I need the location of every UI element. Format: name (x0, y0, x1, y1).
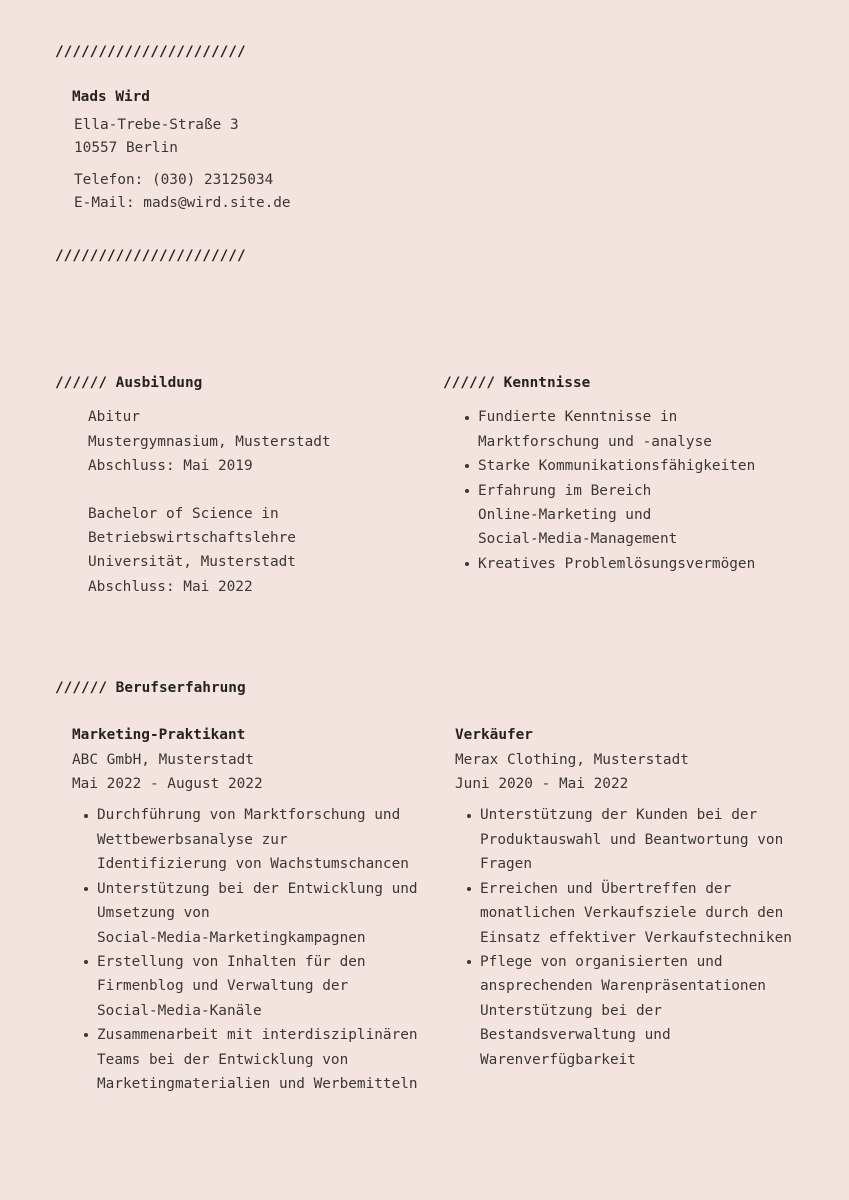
bullet-dot (467, 960, 471, 964)
job-company: Merax Clothing, Musterstadt (455, 751, 689, 768)
education-graduation: Abschluss: Mai 2022 (88, 578, 253, 595)
section-marker: ////// (55, 375, 107, 391)
job-duty-line: Firmenblog und Verwaltung der (97, 978, 349, 995)
education-degree: Abitur (88, 409, 140, 426)
job-duty-line: Warenverfügbarkeit (480, 1051, 636, 1068)
skills-list (453, 405, 794, 576)
skill-line: Online-Marketing und (478, 507, 652, 524)
bullet-dot (467, 814, 471, 818)
job-duty-item (455, 877, 794, 950)
job-duty-line: monatlichen Verkaufsziele durch den (480, 905, 784, 922)
bullet-dot (84, 1033, 88, 1037)
bullet-dot (467, 887, 471, 891)
job-duty-line: Umsetzung von (97, 905, 210, 922)
job-company: ABC GmbH, Musterstadt (72, 751, 254, 768)
bullet-dot (465, 562, 469, 566)
skill-line: Social-Media-Management (478, 531, 678, 548)
education-graduation: Abschluss: Mai 2019 (88, 458, 253, 475)
job-duty-line: Unterstützung bei der (480, 1002, 662, 1019)
job-dates: Juni 2020 - Mai 2022 (455, 776, 629, 793)
job-duty-line: Zusammenarbeit mit interdisziplinären (97, 1027, 418, 1044)
bullet-dot (84, 960, 88, 964)
skill-line: Starke Kommunikationsfähigkeiten (478, 458, 756, 475)
skill-item (453, 454, 794, 478)
experience-title: Berufserfahrung (115, 680, 246, 697)
education-entry (88, 405, 443, 478)
bottom-divider: ////////////////////// (55, 248, 246, 264)
education-entry (88, 502, 443, 600)
address-street: Ella-Trebe-Straße 3 (74, 117, 239, 133)
job-duty-item (455, 803, 794, 876)
skill-line: Erfahrung im Bereich (478, 482, 652, 499)
section-marker: ////// (443, 375, 495, 391)
job-duty-line: Erreichen und Übertreffen der (480, 880, 732, 897)
job-entry (72, 723, 443, 1096)
job-duty-item (72, 803, 443, 876)
job-duty-line: Erstellung von Inhalten für den (97, 953, 366, 970)
email-line: E-Mail: mads@wird.site.de (74, 195, 291, 211)
job-duty-line: Produktauswahl und Beantwortung von (480, 831, 784, 848)
job-dates: Mai 2022 - August 2022 (72, 776, 263, 793)
job-duty-item (72, 1023, 443, 1096)
job-duties-list (72, 803, 443, 1096)
job-title: Marketing-Praktikant (72, 727, 246, 744)
education-title: Ausbildung (115, 375, 203, 391)
job-duty-item (72, 877, 443, 950)
education-degree: Bachelor of Science in (88, 505, 279, 522)
contact-header (55, 86, 794, 215)
skills-heading (443, 371, 794, 395)
section-marker: ////// (55, 680, 107, 697)
skill-line: Kreatives Problemlösungsvermögen (478, 555, 756, 572)
top-divider: ////////////////////// (55, 44, 246, 60)
job-duty-line: Unterstützung bei der Entwicklung und (97, 880, 418, 897)
job-title: Verkäufer (455, 727, 533, 744)
job-duty-line: Einsatz effektiver Verkaufstechniken (480, 929, 792, 946)
bullet-dot (84, 814, 88, 818)
job-duty-line: Unterstützung der Kunden bei der (480, 807, 758, 824)
education-school: Universität, Musterstadt (88, 554, 296, 571)
job-duty-line: Fragen (480, 856, 532, 873)
job-duty-line: Wettbewerbsanalyse zur (97, 831, 288, 848)
skill-item (453, 405, 794, 454)
education-school: Mustergymnasium, Musterstadt (88, 433, 331, 450)
job-duties-list (455, 803, 794, 1071)
job-duty-line: Social-Media-Marketingkampagnen (97, 929, 366, 946)
phone-line: Telefon: (030) 23125034 (74, 172, 274, 188)
job-duty-item (455, 950, 794, 1072)
job-duty-line: Durchführung von Marktforschung und (97, 807, 401, 824)
job-duty-line: Bestandsverwaltung und (480, 1027, 671, 1044)
person-name: Mads Wird (72, 89, 150, 105)
skills-section (443, 371, 794, 599)
address-city: 10557 Berlin (74, 140, 178, 156)
education-heading (55, 371, 443, 395)
job-duty-line: Pflege von organisierten und (480, 953, 723, 970)
job-duty-line: Identifizierung von Wachstumschancen (97, 856, 409, 873)
bullet-dot (465, 416, 469, 420)
bullet-dot (465, 489, 469, 493)
job-entry (455, 723, 794, 1096)
jobs-row (55, 723, 794, 1096)
skill-line: Marktforschung und -analyse (478, 433, 712, 450)
education-degree: Betriebswirtschaftslehre (88, 530, 296, 547)
education-section (55, 371, 443, 599)
job-duty-line: ansprechenden Warenpräsentationen (480, 978, 766, 995)
education-skills-row (55, 371, 794, 599)
experience-section (55, 676, 794, 1096)
bullet-dot (84, 887, 88, 891)
address-block (74, 114, 794, 160)
skill-item (453, 479, 794, 552)
skill-line: Fundierte Kenntnisse in (478, 409, 678, 426)
job-duty-line: Marketingmaterialien und Werbemitteln (97, 1075, 418, 1092)
job-duty-line: Teams bei der Entwicklung von (97, 1051, 349, 1068)
job-duty-item (72, 950, 443, 1023)
job-duty-line: Social-Media-Kanäle (97, 1002, 262, 1019)
bullet-dot (465, 464, 469, 468)
experience-heading (55, 676, 794, 700)
skills-title: Kenntnisse (503, 375, 591, 391)
skill-item (453, 552, 794, 576)
contact-block (74, 169, 794, 215)
